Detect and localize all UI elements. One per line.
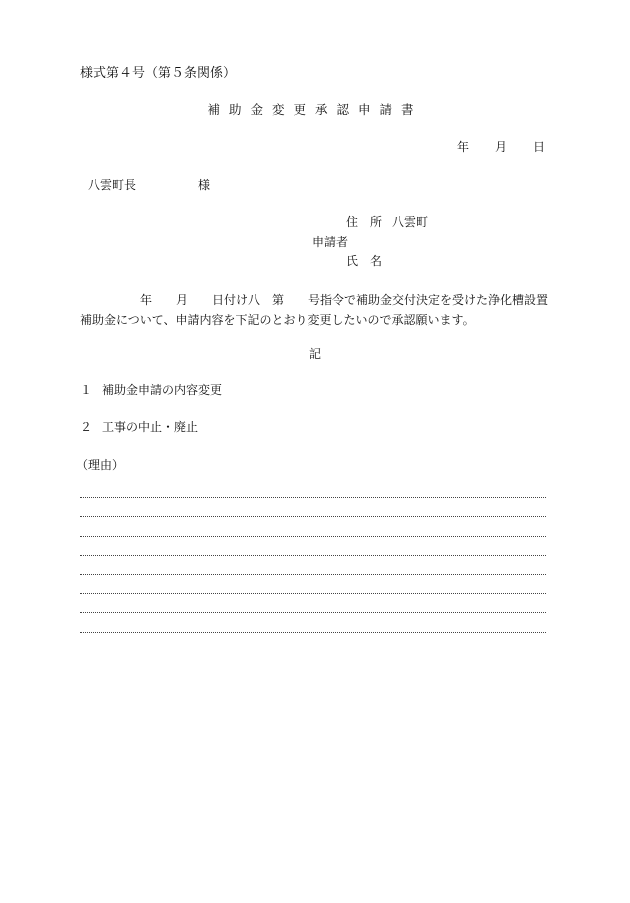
date-line: [457, 138, 545, 155]
date-month: 月: [494, 140, 507, 154]
addressee-honorific: 様: [198, 178, 211, 192]
reason-line: [80, 556, 546, 575]
reason-line: [80, 613, 546, 632]
addressee-name: 八雲町長: [88, 178, 137, 192]
date-year: 年: [456, 140, 469, 154]
reason-line: [80, 537, 546, 556]
item-suspension: [80, 418, 198, 435]
form-number: 様式第４号（第５条関係）: [80, 66, 237, 81]
applicant-label: 申請者: [312, 235, 349, 249]
item-text: 補助金申請の内容変更: [102, 383, 223, 397]
reason-line: [80, 479, 546, 498]
reason-line: [80, 498, 546, 517]
item-number: ２: [80, 420, 93, 434]
address-value: 八雲町: [392, 215, 429, 229]
addressee: [88, 176, 210, 193]
ki-heading: 記: [308, 347, 321, 361]
document-title: 補助金変更承認申請書: [207, 102, 423, 117]
name-label: 氏 名: [346, 254, 383, 268]
reason-line: [80, 594, 546, 613]
address-label: 住 所: [346, 215, 383, 229]
item-content-change: [80, 381, 222, 398]
address-row: [346, 213, 428, 230]
reason-line: [80, 575, 546, 594]
date-day: 日: [532, 140, 545, 154]
request-body: 年 月 日付け八 第 号指令で補助金交付決定を受けた浄化槽設置補助金について、申請内容を下記のとおり変更したいので承認願います。: [80, 293, 549, 327]
item-text: 工事の中止・廃止: [102, 420, 199, 434]
reason-lines: [80, 479, 546, 633]
reason-label: （理由）: [76, 458, 125, 472]
item-number: １: [80, 383, 93, 397]
reason-line: [80, 517, 546, 536]
